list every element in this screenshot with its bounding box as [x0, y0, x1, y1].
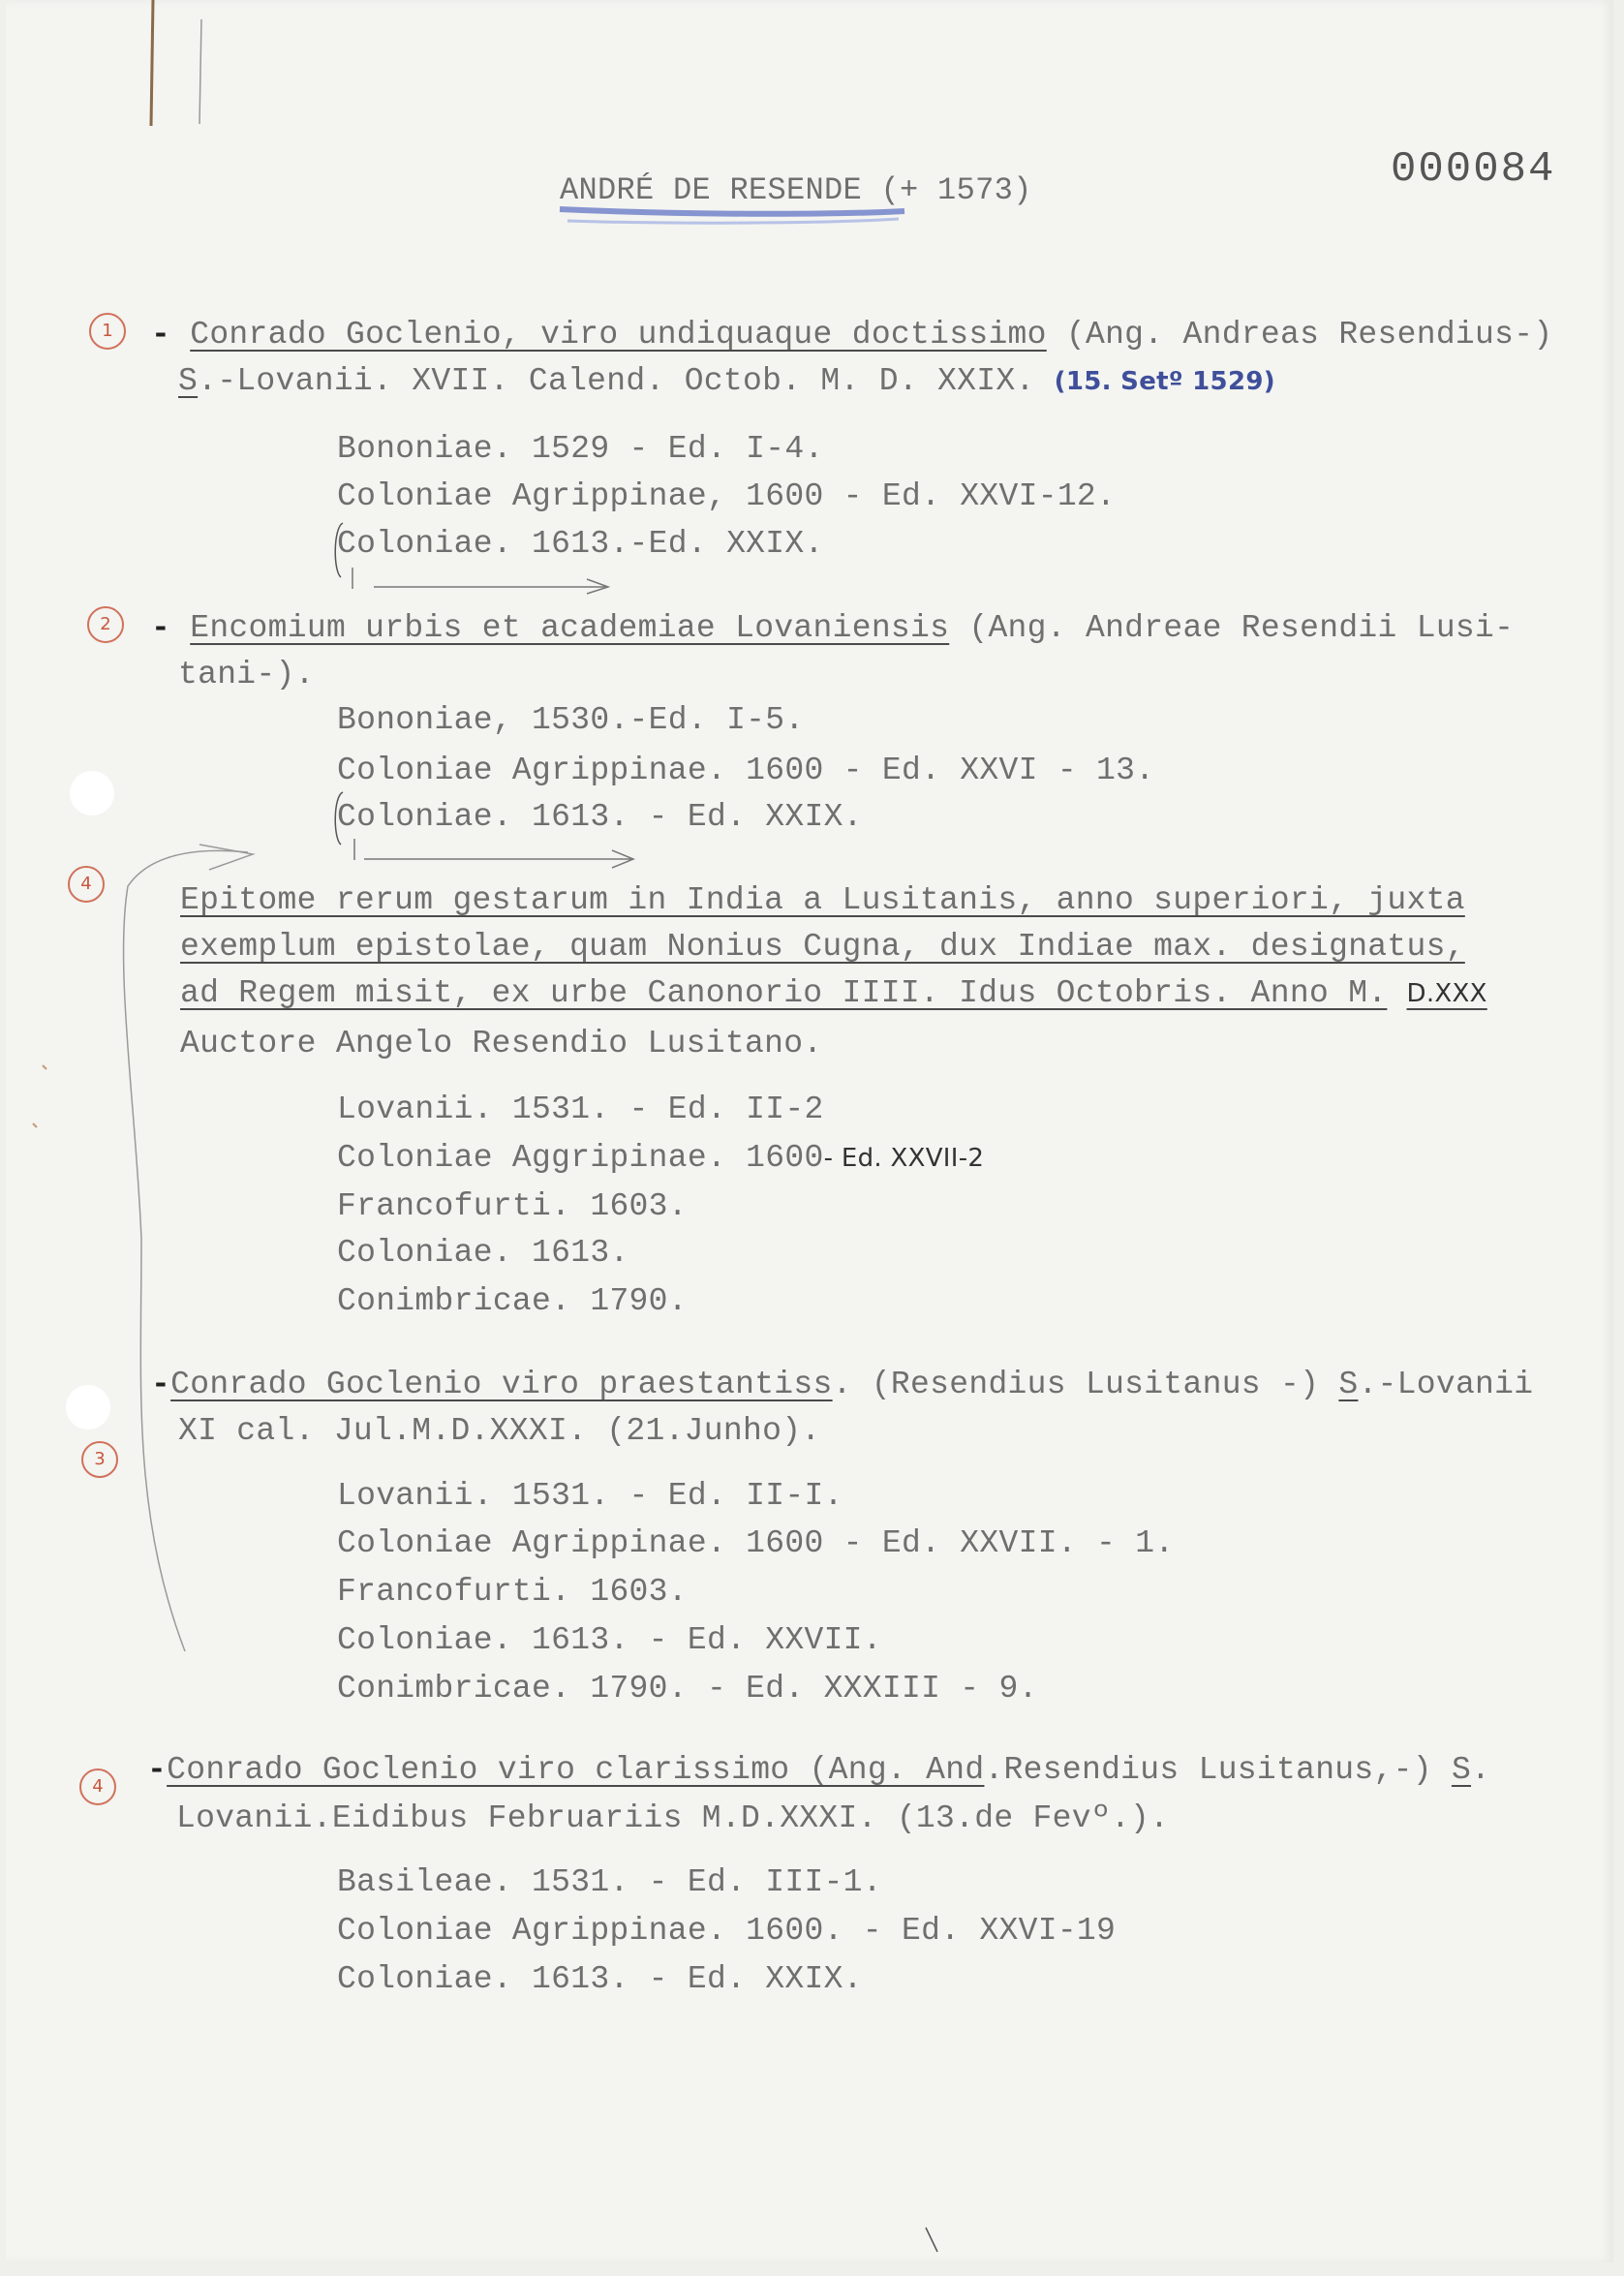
- entry-3-title-line: Epitome rerum gestarum in India a Lusitanis, anno superiori, juxta: [180, 882, 1465, 918]
- entry-2-line2: tani-).: [178, 657, 315, 692]
- entry-dash: -: [151, 317, 171, 353]
- edition-line: Coloniae Agrippinae, 1600 - Ed. XXVI-12.: [337, 478, 1117, 514]
- entry-2-title: Encomium urbis et academiae Lovaniensis: [190, 610, 950, 646]
- edition-line: Bononiae. 1529 - Ed. I-4.: [337, 431, 824, 467]
- edition-line: Coloniae. 1613. - Ed. XXIX.: [337, 1961, 863, 1997]
- entry-4-place: .-Lovanii: [1358, 1367, 1534, 1402]
- edition-line: Conimbricae. 1790.: [337, 1283, 688, 1319]
- entry-salutation-s: S: [178, 363, 199, 399]
- entry-1-date: .-Lovanii. XVII. Calend. Octob. M. D. XXIX.: [198, 363, 1035, 399]
- entry-4-author: . (Resendius Lusitanus -): [832, 1367, 1320, 1402]
- entry-marker: 4: [68, 866, 105, 903]
- document-number-stamp: 000084: [1391, 145, 1556, 194]
- entry-3-title-line-3: ad Regem misit, ex urbe Canonorio IIII. Idus Octobris. Anno M.: [180, 975, 1388, 1011]
- entry-4-heading: [151, 1366, 1533, 1404]
- edition-line: Coloniae Agrippinae. 1600 - Ed. XXVII. - 1.: [337, 1525, 1175, 1561]
- entry-2-author: (Ang. Andreae Resendii Lusi-: [949, 610, 1515, 646]
- entry-marker: 4: [79, 1769, 116, 1805]
- edition-line: Conimbricae. 1790. - Ed. XXXIII - 9.: [337, 1671, 1038, 1707]
- entry-marker: 2: [87, 606, 124, 643]
- edition-line: Lovanii. 1531. - Ed. II-I.: [337, 1478, 843, 1514]
- entry-2-heading: [151, 609, 1514, 648]
- entry-salutation-s: S: [1338, 1367, 1359, 1402]
- edition-line: Coloniae Aggripinae. 1600: [337, 1140, 824, 1176]
- edition-line: Coloniae. 1613.-Ed. XXIX.: [337, 526, 824, 562]
- page-title: ANDRÉ DE RESENDE (+ 1573): [560, 172, 1032, 208]
- edition-line: Lovanii. 1531. - Ed. II-2: [337, 1092, 824, 1127]
- edition-line: Coloniae Agrippinae. 1600 - Ed. XXVI - 13.: [337, 753, 1155, 788]
- entry-marker: 1: [89, 313, 126, 350]
- edition-line: Coloniae Agrippinae. 1600. - Ed. XXVI-19: [337, 1913, 1117, 1949]
- entry-5-author: .Resendius Lusitanus,-): [984, 1752, 1432, 1788]
- entry-5-line2: Lovanii.Eidibus Februariis M.D.XXXI. (13.de Fevº.).: [176, 1800, 1170, 1836]
- entry-1-addressee: (Ang. Andreas Resendius-): [1046, 317, 1553, 353]
- entry-5-tail: .: [1471, 1752, 1491, 1788]
- entry-4-title: Conrado Goclenio viro praestantiss: [170, 1367, 833, 1402]
- document-sheet: [6, 0, 1613, 2262]
- edition-line: Coloniae. 1613. - Ed. XXVII.: [337, 1622, 882, 1658]
- edition-line: Basileae. 1531. - Ed. III-1.: [337, 1864, 882, 1900]
- edition-line: Coloniae. 1613.: [337, 1235, 629, 1271]
- entry-dash: -: [151, 1367, 171, 1402]
- entry-4-line2: XI cal. Jul.M.D.XXXI. (21.Junho).: [178, 1413, 821, 1449]
- handwritten-year-note: D.XXX: [1406, 979, 1487, 1008]
- handwritten-edition-note: - Ed. XXVII-2: [823, 1144, 985, 1173]
- edition-line: Francofurti. 1603.: [337, 1574, 688, 1610]
- entry-5-heading: [147, 1751, 1490, 1790]
- edition-line-with-note: [337, 1139, 984, 1178]
- entry-dash: -: [147, 1752, 168, 1788]
- entry-dash: -: [151, 610, 171, 646]
- entry-salutation-s: S: [1451, 1752, 1472, 1788]
- entry-3-title-line: exemplum epistolae, quam Nonius Cugna, dux Indiae max. designatus,: [180, 929, 1465, 965]
- edition-line: Bononiae, 1530.-Ed. I-5.: [337, 702, 805, 738]
- edition-line: Coloniae. 1613. - Ed. XXIX.: [337, 799, 863, 835]
- entry-3-author: Auctore Angelo Resendio Lusitano.: [180, 1026, 823, 1061]
- entry-1-line2: [178, 362, 1275, 401]
- edition-line: Francofurti. 1603.: [337, 1188, 688, 1224]
- entry-1-title: Conrado Goclenio, viro undiquaque doctissimo: [190, 317, 1047, 353]
- entry-1-heading: [151, 316, 1552, 354]
- handwritten-date-note: (15. Setº 1529): [1054, 367, 1275, 396]
- entry-5-title: Conrado Goclenio viro clarissimo (Ang. And: [167, 1752, 985, 1788]
- entry-marker: 3: [81, 1441, 118, 1478]
- entry-3-title-line: [180, 974, 1487, 1013]
